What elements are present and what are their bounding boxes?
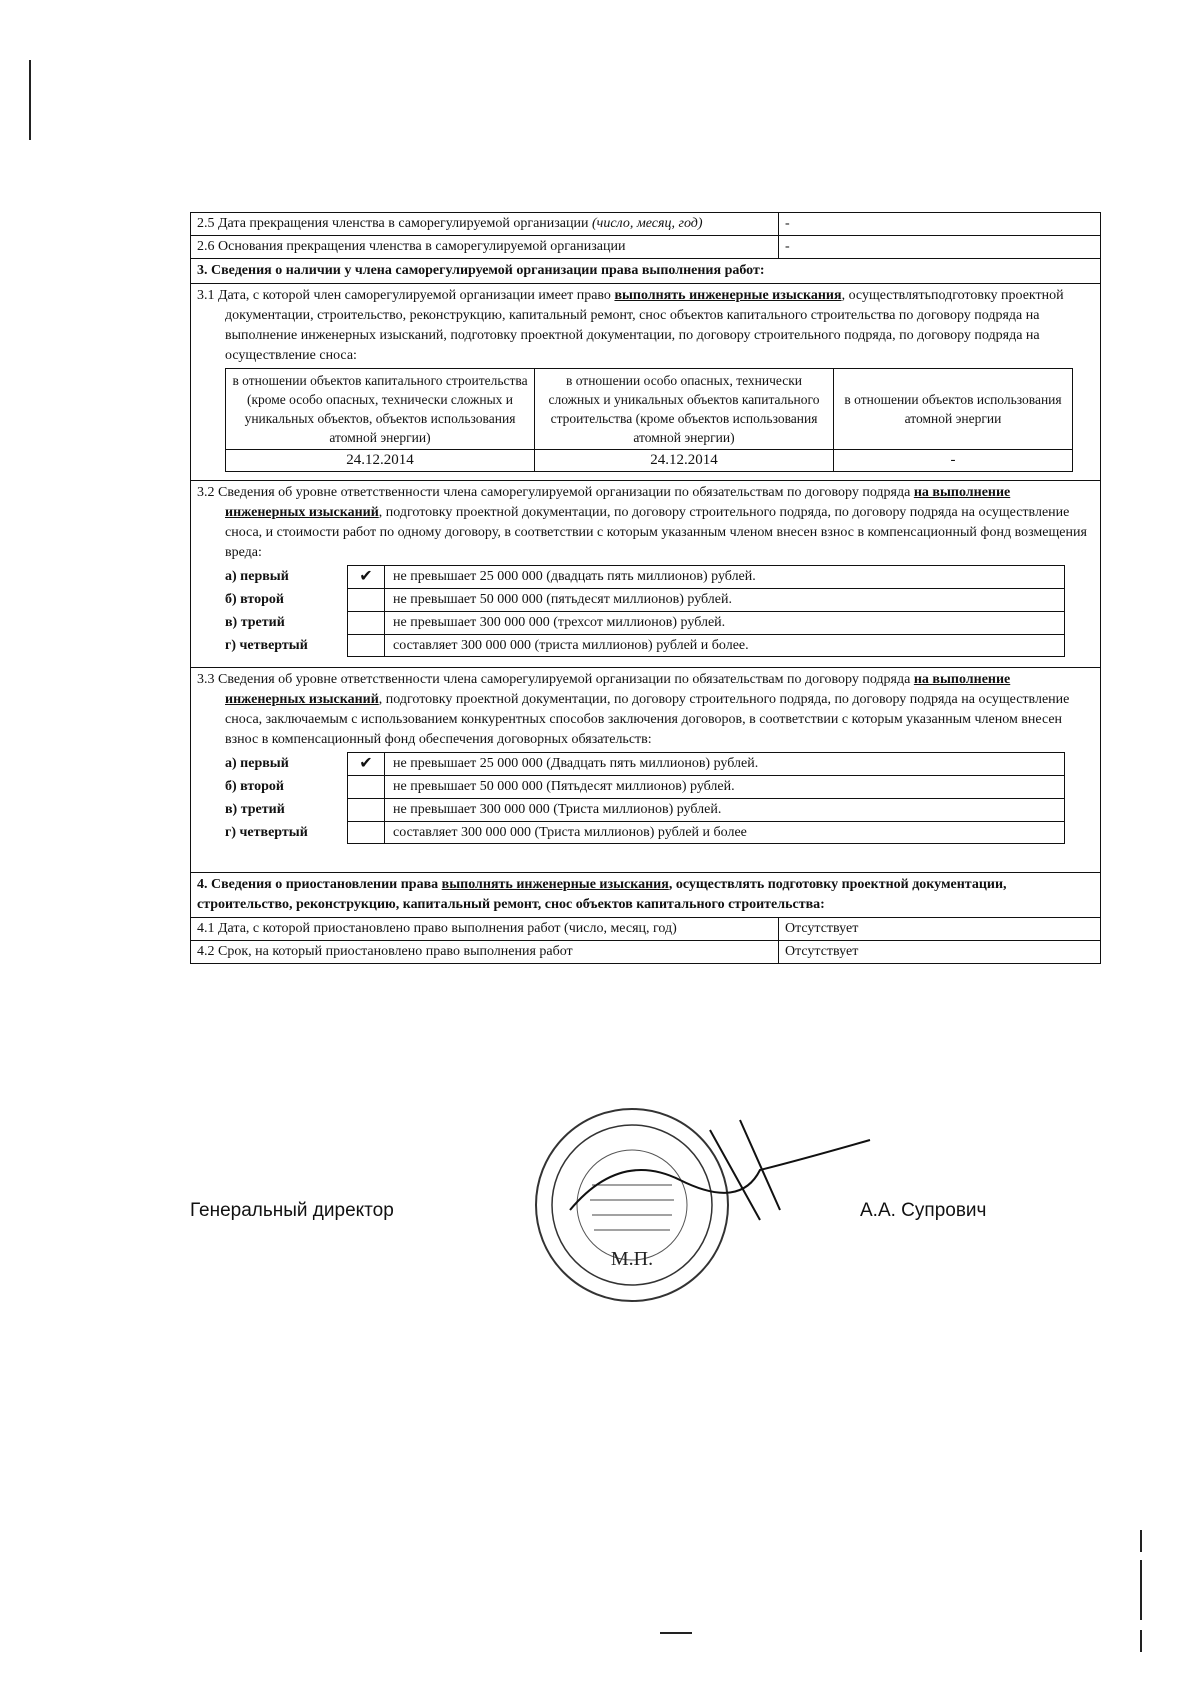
col-header-2: в отношении особо опасных, технически сложных и уникальных объектов капитального строительства (кроме объектов использования атомной энергии) — [535, 369, 834, 450]
date-value-3: - — [834, 450, 1073, 472]
col-header-1: в отношении объектов капитального строительства (кроме особо опасных, технически сложных и уникальных объектов, объектов использования атомной энергии) — [226, 369, 535, 450]
row-2-5-value: - — [785, 216, 790, 231]
level-row: г) четвертый составляет 300 000 000 (триста миллионов) рублей и более. — [225, 634, 1094, 657]
row-2-5 — [191, 213, 1100, 236]
row-3-2 — [191, 481, 1100, 668]
section-3-2-text: 3.2 Сведения об уровне ответственности члена саморегулируемой организации по обязательствам по договору подряда на выполнение инженерных изысканий, подготовку проектной документации, по договору строительного подряда, по договору подряда на осуществление сноса, и стоимости работ по одному договору, в соответствии с которым указанным членом внесен взнос в компенсационный фонд возмещения вреда: — [197, 485, 1087, 560]
row-4-2-value: Отсутствует — [785, 944, 859, 959]
section-3-header: 3. Сведения о наличии у члена саморегулируемой организации права выполнения работ: — [197, 263, 765, 278]
stamp-mp: М.П. — [610, 1248, 654, 1270]
level-checkbox — [347, 611, 385, 634]
level-row: а) первый ✔ не превышает 25 000 000 (двадцать пять миллионов) рублей. — [225, 565, 1094, 588]
row-2-6 — [191, 236, 1100, 259]
level-checkbox — [347, 588, 385, 611]
row-2-6-label: 2.6 Основания прекращения членства в саморегулируемой организации — [191, 236, 779, 258]
level-row: б) второй не превышает 50 000 000 (Пятьдесят миллионов) рублей. — [225, 775, 1094, 798]
row-2-5-label-italic: (число, месяц, год) — [592, 216, 703, 231]
level-checkbox: ✔ — [347, 565, 385, 588]
row-3-1 — [191, 284, 1100, 481]
section-4-header: 4. Сведения о приостановлении права выполнять инженерные изыскания, осуществлять подготовку проектной документации, строительство, реконструкцию, капитальный ремонт, снос объектов капитального строительства: — [197, 877, 1007, 912]
scan-mark — [1140, 1530, 1142, 1552]
level-checkbox: ✔ — [347, 752, 385, 775]
section-3-1-table — [225, 368, 1073, 472]
row-3-3 — [191, 668, 1100, 873]
section-3-3-levels — [225, 752, 1094, 844]
scan-mark — [1140, 1630, 1142, 1652]
level-row: б) второй не превышает 50 000 000 (пятьдесят миллионов) рублей. — [225, 588, 1094, 611]
section-3-1-text: 3.1 Дата, с которой член саморегулируемой организации имеет право выполнять инженерные изыскания, осуществлятьподготовку проектной документации, строительство, реконструкцию, капитальный ремонт, снос объектов капитального строительства по договору подряда на выполнение инженерных изысканий, подготовку проектной документации, по договору строительного подряда, по договору подряда на осуществление сноса: — [197, 288, 1064, 363]
section-3-3-text: 3.3 Сведения об уровне ответственности члена саморегулируемой организации по обязательствам по договору подряда на выполнение инженерных изысканий, подготовку проектной документации, по договору строительного подряда, по договору подряда на осуществление сноса, заключаемым с использованием конкурентных способов заключения договоров, в соответствии с которым указанным членом внесен взнос в компенсационный фонд обеспечения договорных обязательств: — [197, 672, 1070, 747]
row-4-2 — [191, 941, 1100, 963]
row-2-6-value: - — [785, 239, 790, 254]
level-row: а) первый ✔ не превышает 25 000 000 (Двадцать пять миллионов) рублей. — [225, 752, 1094, 775]
row-4-2-label: 4.2 Срок, на который приостановлено право выполнения работ — [191, 941, 779, 963]
row-4-1-value: Отсутствует — [785, 921, 859, 936]
signatory-name: А.А. Супрович — [860, 1200, 987, 1221]
signatory-position: Генеральный директор — [190, 1200, 394, 1221]
level-row: г) четвертый составляет 300 000 000 (Триста миллионов) рублей и более — [225, 821, 1094, 844]
scan-mark — [1140, 1560, 1142, 1620]
signature-scribble — [560, 1110, 880, 1230]
level-checkbox — [347, 634, 385, 657]
row-4-1 — [191, 918, 1100, 941]
level-checkbox — [347, 775, 385, 798]
document-table — [190, 212, 1101, 964]
section-3-2-levels — [225, 565, 1094, 657]
level-row: в) третий не превышает 300 000 000 (Триста миллионов) рублей. — [225, 798, 1094, 821]
level-checkbox — [347, 798, 385, 821]
row-4-header — [191, 873, 1100, 918]
col-header-3: в отношении объектов использования атомной энергии — [834, 369, 1073, 450]
row-2-5-label: 2.5 Дата прекращения членства в саморегулируемой организации — [197, 216, 592, 231]
date-value-2: 24.12.2014 — [535, 450, 834, 472]
row-4-1-label: 4.1 Дата, с которой приостановлено право выполнения работ (число, месяц, год) — [191, 918, 779, 940]
level-checkbox — [347, 821, 385, 844]
scan-mark — [660, 1632, 692, 1634]
date-value-1: 24.12.2014 — [226, 450, 535, 472]
row-3-header — [191, 259, 1100, 284]
scan-mark — [29, 60, 31, 140]
level-row: в) третий не превышает 300 000 000 (трехсот миллионов) рублей. — [225, 611, 1094, 634]
